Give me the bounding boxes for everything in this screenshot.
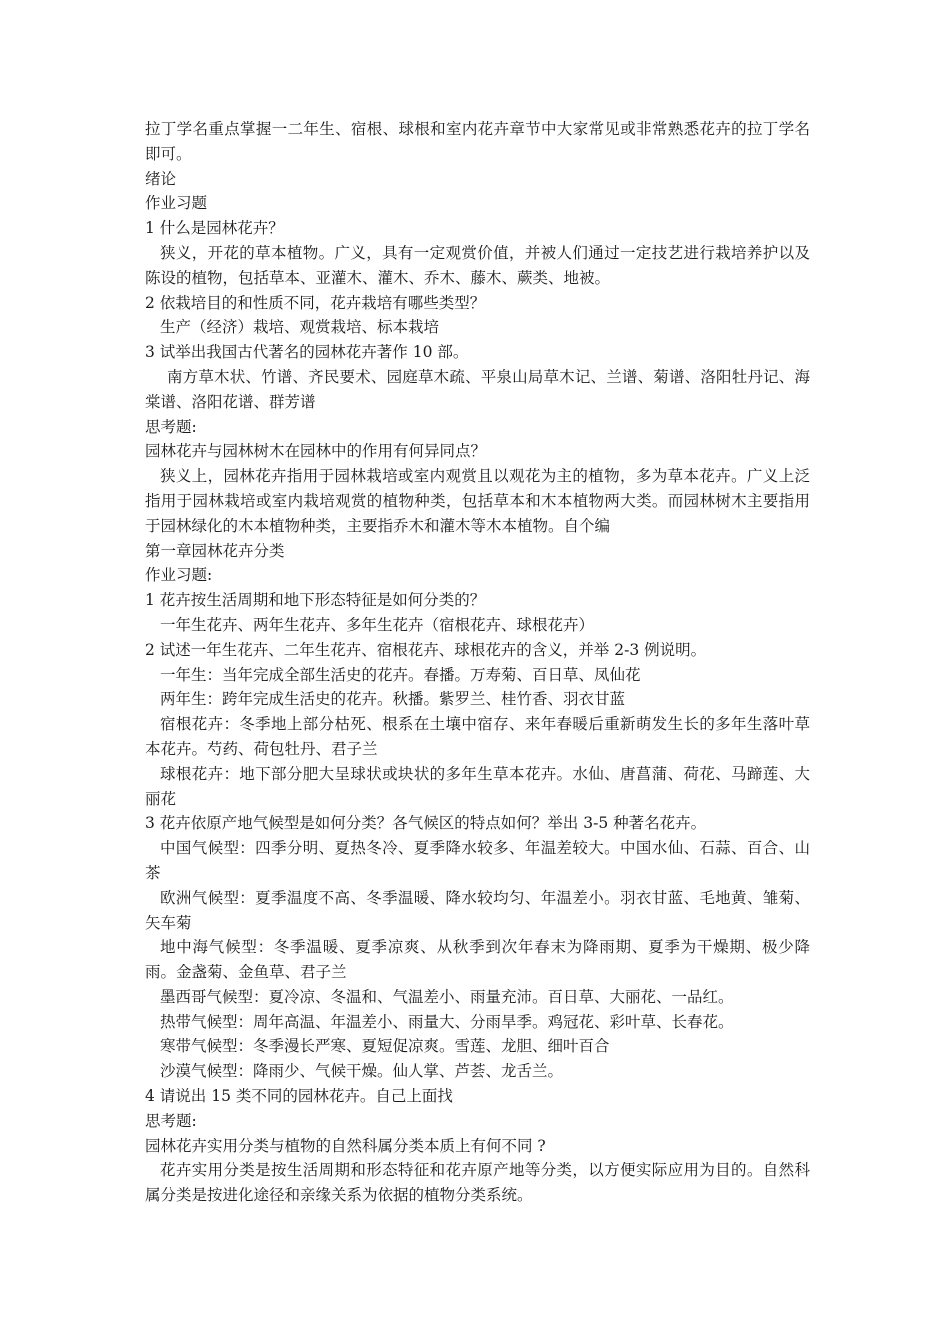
chapter-heading-1: 第一章园林花卉分类 (145, 541, 285, 560)
ch1-question-4: 4 请说出 15 类不同的园林花卉。自己上面找 (145, 1087, 453, 1106)
answer-2: 生产（经济）栽培、观赏栽培、标本栽培 (160, 318, 440, 337)
section-heading-introduction: 绪论 (145, 169, 177, 188)
ch1-question-2: 2 试述一年生花卉、二年生花卉、宿根花卉、球根花卉的含义，并举 2-3 例说明。 (145, 640, 707, 659)
question-2: 2 依栽培目的和性质不同，花卉栽培有哪些类型？ (145, 293, 486, 312)
climate-european: 欧洲气候型：夏季温度不高、冬季温暖、降水较均匀、年温差小。羽衣甘蓝、毛地黄、雏菊、矢车菊 (145, 888, 810, 932)
subheading-exercises: 作业习题 (145, 194, 208, 213)
ch1-answer-1: 一年生花卉、两年生花卉、多年生花卉（宿根花卉、球根花卉） (160, 615, 595, 634)
question-1: 1 什么是园林花卉？ (145, 219, 284, 238)
climate-mediterranean: 地中海气候型：冬季温暖、夏季凉爽、从秋季到次年春末为降雨期、夏季为干燥期、极少降雨。金盏菊、金鱼草、君子兰 (145, 938, 810, 982)
ch1-question-3: 3 花卉依原产地气候型是如何分类？各气候区的特点如何？举出 3-5 种著名花卉。 (145, 814, 707, 833)
ch1-answer-2-bulb: 球根花卉：地下部分肥大呈球状或块状的多年生草本花卉。水仙、唐菖蒲、荷花、马蹄莲、大丽花 (145, 764, 810, 808)
thinking-question: 园林花卉与园林树木在园林中的作用有何异同点？ (145, 442, 487, 461)
ch1-thinking-question: 园林花卉实用分类与植物的自然科属分类本质上有何不同 ? (145, 1136, 546, 1155)
answer-3: 南方草木状、竹谱、齐民要术、园庭草木疏、平泉山局草木记、兰谱、菊谱、洛阳牡丹记、海棠谱、洛阳花谱、群芳谱 (145, 367, 810, 411)
ch1-answer-2-perennial: 宿根花卉：冬季地上部分枯死、根系在土壤中宿存、来年春暖后重新萌发生长的多年生落叶草本花卉。芍药、荷包牡丹、君子兰 (145, 715, 810, 758)
climate-chinese: 中国气候型：四季分明、夏热冬冷、夏季降水较多、年温差较大。中国水仙、石蒜、百合、山茶 (145, 839, 810, 882)
climate-frigid: 寒带气候型：冬季漫长严寒、夏短促凉爽。雪莲、龙胆、细叶百合 (160, 1037, 610, 1056)
thinking-answer: 狭义上，园林花卉指用于园林栽培或室内观赏且以观花为主的植物，多为草本花卉。广义上泛指用于园林栽培或室内栽培观赏的植物种类，包括草本和木本植物两大类。而园林树木主要指用于园林绿化的木本植物种类，主要指乔木和灌木等木本植物。自个编 (145, 467, 810, 535)
ch1-thinking-answer: 花卉实用分类是按生活周期和形态特征和花卉原产地等分类，以方便实际应用为目的。自然科属分类是按进化途径和亲缘关系为依据的植物分类系统。 (145, 1161, 810, 1205)
question-3: 3 试举出我国古代著名的园林花卉著作 10 部。 (145, 343, 469, 362)
ch1-question-1: 1 花卉按生活周期和地下形态特征是如何分类的？ (145, 591, 486, 610)
answer-1: 狭义，开花的草本植物。广义，具有一定观赏价值，并被人们通过一定技艺进行栽培养护以及陈设的植物，包括草本、亚灌木、灌木、乔木、藤木、蕨类、地被。 (145, 243, 810, 287)
ch1-answer-2-annual: 一年生：当年完成全部生活史的花卉。春播。万寿菊、百日草、凤仙花 (160, 665, 641, 684)
subheading-thinking-ch1: 思考题: (145, 1111, 197, 1130)
ch1-answer-2-biennial: 两年生：跨年完成生活史的花卉。秋播。紫罗兰、桂竹香、羽衣甘蓝 (160, 690, 626, 709)
intro-paragraph: 拉丁学名重点掌握一二年生、宿根、球根和室内花卉章节中大家常见或非常熟悉花卉的拉丁学名即可。 (145, 120, 810, 163)
climate-mexican: 墨西哥气候型：夏冷凉、冬温和、气温差小、雨量充沛。百日草、大丽花、一品红。 (160, 987, 734, 1006)
climate-tropical: 热带气候型：周年高温、年温差小、雨量大、分雨旱季。鸡冠花、彩叶草、长春花。 (160, 1012, 734, 1031)
document-body (145, 117, 810, 1208)
subheading-thinking: 思考题: (145, 417, 197, 436)
climate-desert: 沙漠气候型：降雨少、气候干燥。仙人掌、芦荟、龙舌兰。 (160, 1062, 564, 1081)
subheading-exercises-ch1: 作业习题: (145, 566, 213, 585)
